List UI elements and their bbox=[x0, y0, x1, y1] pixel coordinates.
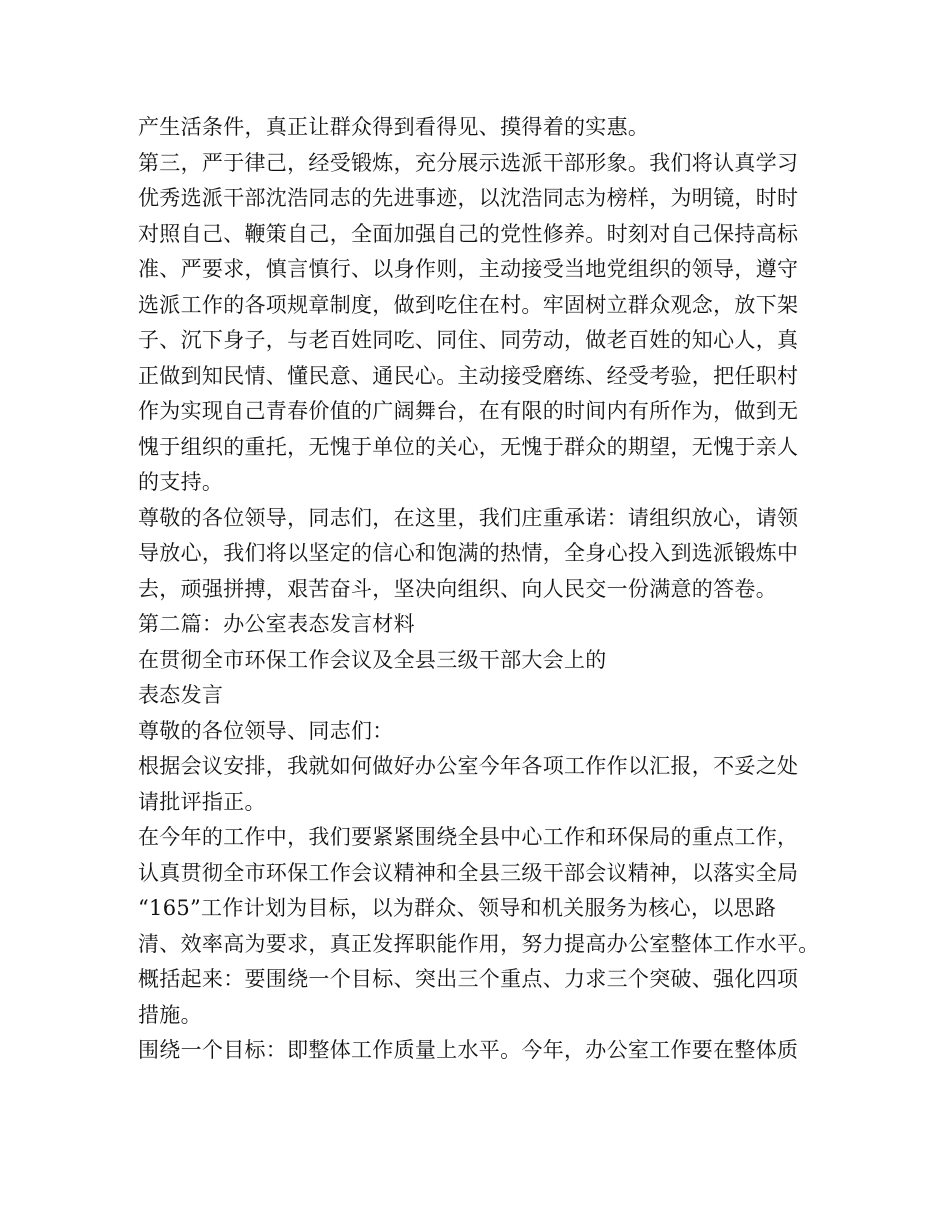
document-body bbox=[138, 110, 838, 1069]
text-line: 根据会议安排，我就如何做好办公室今年各项工作作以汇报，不妥之处 bbox=[138, 754, 799, 778]
text-line: 正做到知民情、懂民意、通民心。主动接受磨练、经受考验，把任职村 bbox=[138, 363, 799, 388]
text-line: 作为实现自己青春价值的广阔舞台，在有限的时间内有所作为，做到无 bbox=[138, 399, 799, 423]
text-line: 选派工作的各项规章制度，做到吃住在村。牢固树立群众观念，放下架 bbox=[138, 292, 799, 317]
text-line: 导放心，我们将以坚定的信心和饱满的热情，全身心投入到选派锻炼中 bbox=[138, 541, 799, 565]
text-line: 围绕一个目标：即整体工作质量上水平。今年，办公室工作要在整体质 bbox=[138, 1038, 799, 1062]
text-line: 准、严要求，慎言慎行、以身作则，主动接受当地党组织的领导，遵守 bbox=[138, 257, 799, 281]
speech-title: 表态发言 bbox=[138, 683, 224, 707]
salutation: 尊敬的各位领导、同志们： bbox=[138, 718, 394, 743]
text-line: 尊敬的各位领导，同志们，在这里，我们庄重承诺：请组织放心，请领 bbox=[138, 505, 799, 530]
text-line: “165”工作计划为目标，以为群众、领导和机关服务为核心，以思路 bbox=[138, 896, 777, 920]
text-line: 措施。 bbox=[138, 1002, 202, 1027]
text-line: 优秀选派干部沈浩同志的先进事迹，以沈浩同志为榜样，为明镜，时时 bbox=[138, 186, 799, 210]
text-line: 愧于组织的重托，无愧于单位的关心，无愧于群众的期望，无愧于亲人 bbox=[138, 434, 799, 459]
section-heading: 第二篇：办公室表态发言材料 bbox=[138, 612, 415, 636]
speech-title: 在贯彻全市环保工作会议及全县三级干部大会上的 bbox=[138, 647, 607, 672]
text-line: 的支持。 bbox=[138, 470, 224, 494]
text-line: 子、沉下身子，与老百姓同吃、同住、同劳动，做老百姓的知心人，真 bbox=[138, 328, 799, 352]
text-line: 清、效率高为要求，真正发挥职能作用，努力提高办公室整体工作水平。 bbox=[138, 931, 820, 956]
text-line: 产生活条件，真正让群众得到看得见、摸得着的实惠。 bbox=[138, 115, 650, 139]
text-line: 对照自己、鞭策自己，全面加强自己的党性修养。时刻对自己保持高标 bbox=[138, 221, 799, 246]
text-line: 第三，严于律己，经受锻炼，充分展示选派干部形象。我们将认真学习 bbox=[138, 150, 799, 175]
text-line: 概括起来：要围绕一个目标、突出三个重点、力求三个突破、强化四项 bbox=[138, 967, 799, 991]
text-line: 认真贯彻全市环保工作会议精神和全县三级干部会议精神，以落实全局 bbox=[138, 860, 799, 885]
text-line: 请批评指正。 bbox=[138, 789, 266, 814]
text-line: 在今年的工作中，我们要紧紧围绕全县中心工作和环保局的重点工作， bbox=[138, 825, 799, 849]
text-line: 去，顽强拼搏，艰苦奋斗，坚决向组织、向人民交一份满意的答卷。 bbox=[138, 576, 777, 601]
